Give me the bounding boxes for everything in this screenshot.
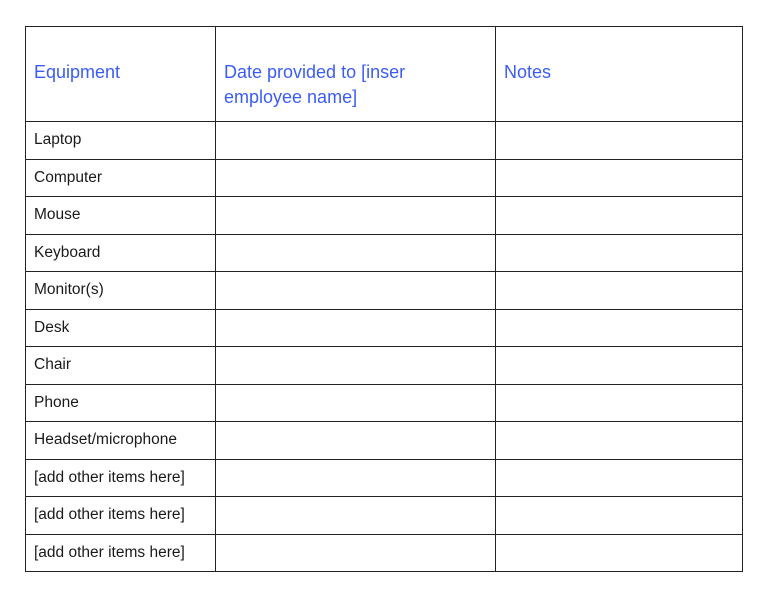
- table-row: [26, 309, 743, 347]
- date-cell[interactable]: [216, 497, 496, 535]
- notes-cell[interactable]: [496, 534, 743, 572]
- table-row: [26, 459, 743, 497]
- header-notes: Notes: [496, 27, 743, 122]
- notes-cell[interactable]: [496, 122, 743, 160]
- notes-cell[interactable]: [496, 272, 743, 310]
- table-row: [26, 197, 743, 235]
- notes-cell[interactable]: [496, 422, 743, 460]
- date-cell[interactable]: [216, 159, 496, 197]
- date-cell[interactable]: [216, 309, 496, 347]
- equipment-cell: [add other items here]: [26, 459, 216, 497]
- date-cell[interactable]: [216, 384, 496, 422]
- table-row: [26, 347, 743, 385]
- table-row: [26, 159, 743, 197]
- table-row: [26, 384, 743, 422]
- notes-cell[interactable]: [496, 347, 743, 385]
- equipment-cell: Phone: [26, 384, 216, 422]
- header-row: [26, 27, 743, 122]
- date-cell[interactable]: [216, 534, 496, 572]
- date-cell[interactable]: [216, 459, 496, 497]
- equipment-cell: Chair: [26, 347, 216, 385]
- equipment-table: [25, 26, 743, 572]
- notes-cell[interactable]: [496, 234, 743, 272]
- table-row: [26, 534, 743, 572]
- equipment-cell: Computer: [26, 159, 216, 197]
- equipment-cell: Mouse: [26, 197, 216, 235]
- notes-cell[interactable]: [496, 384, 743, 422]
- notes-cell[interactable]: [496, 309, 743, 347]
- header-equipment: Equipment: [26, 27, 216, 122]
- equipment-cell: Laptop: [26, 122, 216, 160]
- equipment-cell: [add other items here]: [26, 534, 216, 572]
- equipment-cell: Headset/microphone: [26, 422, 216, 460]
- equipment-cell: Keyboard: [26, 234, 216, 272]
- equipment-cell: [add other items here]: [26, 497, 216, 535]
- equipment-cell: Desk: [26, 309, 216, 347]
- equipment-cell: Monitor(s): [26, 272, 216, 310]
- date-cell[interactable]: [216, 122, 496, 160]
- table-row: [26, 122, 743, 160]
- date-cell[interactable]: [216, 197, 496, 235]
- notes-cell[interactable]: [496, 159, 743, 197]
- notes-cell[interactable]: [496, 197, 743, 235]
- table-row: [26, 422, 743, 460]
- table-body: [26, 122, 743, 572]
- date-cell[interactable]: [216, 234, 496, 272]
- table-row: [26, 272, 743, 310]
- notes-cell[interactable]: [496, 459, 743, 497]
- notes-cell[interactable]: [496, 497, 743, 535]
- date-cell[interactable]: [216, 347, 496, 385]
- date-cell[interactable]: [216, 272, 496, 310]
- table-row: [26, 234, 743, 272]
- header-date-provided: Date provided to [inser employee name]: [216, 27, 496, 122]
- date-cell[interactable]: [216, 422, 496, 460]
- table-row: [26, 497, 743, 535]
